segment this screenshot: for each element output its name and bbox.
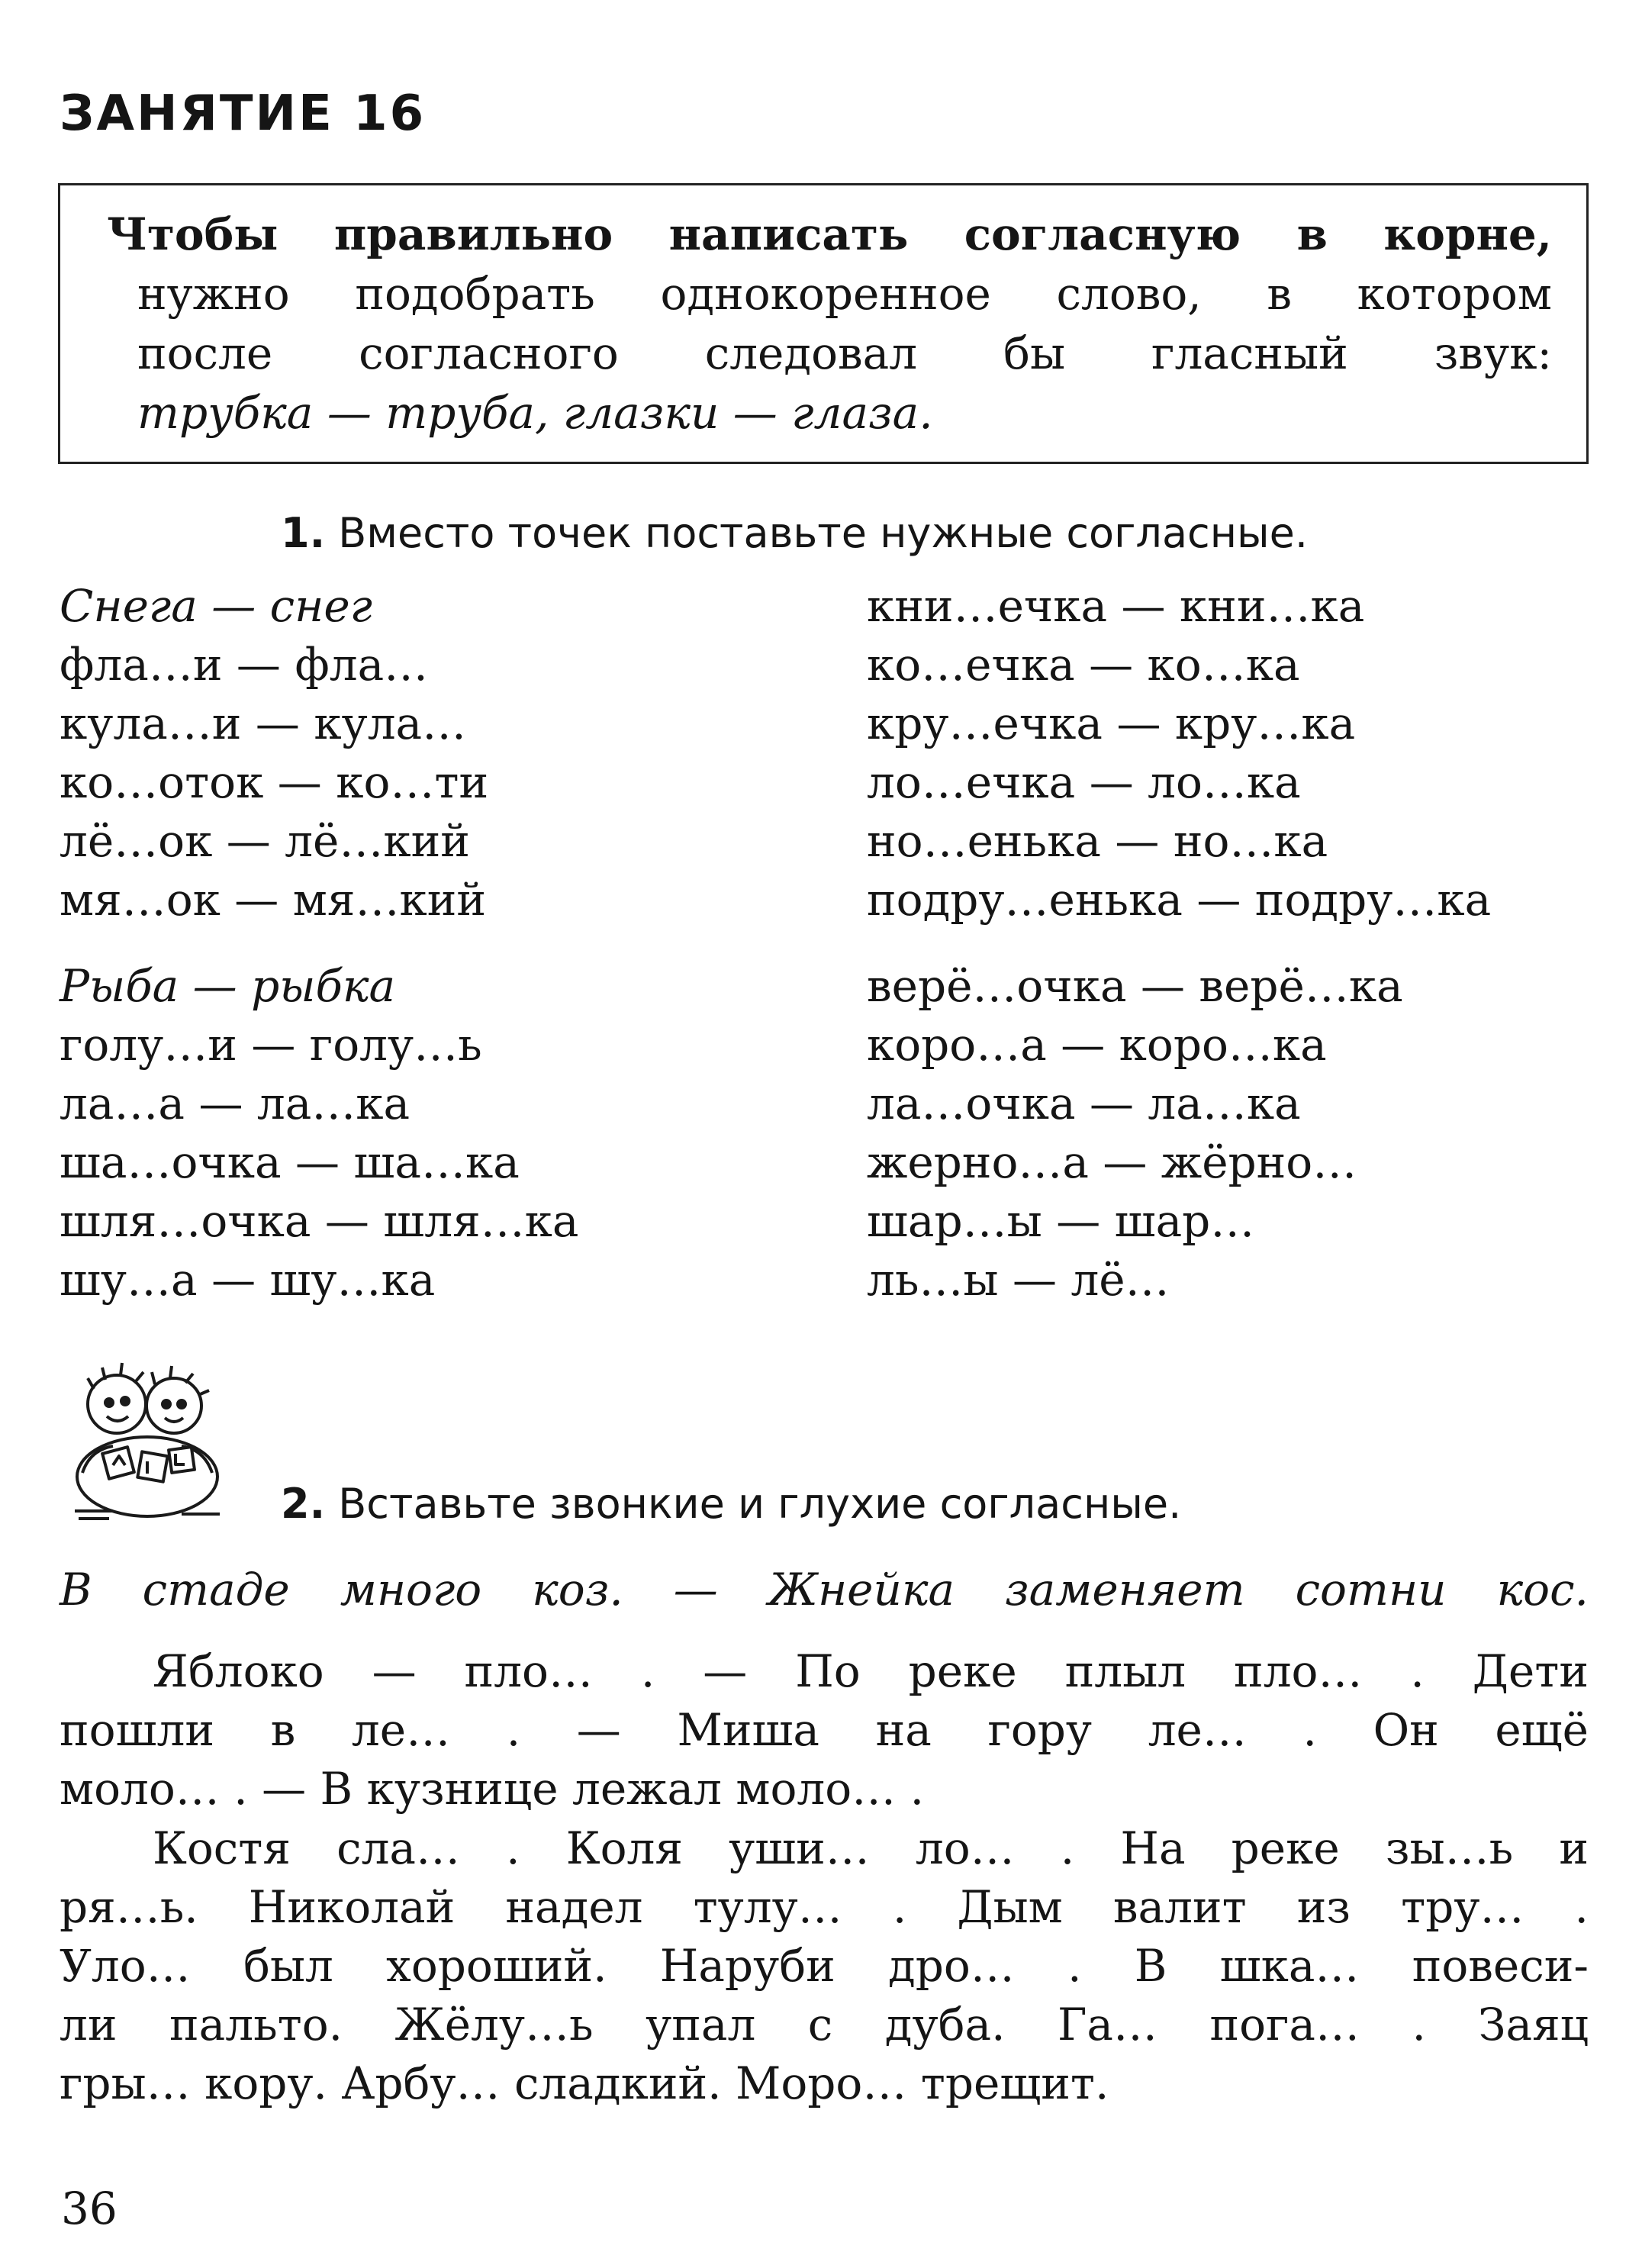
- word-pair: ль…ы — лё…: [867, 1254, 1170, 1306]
- word-pair: жерно…а — жёрно…: [867, 1136, 1357, 1188]
- task1-number: 1.: [281, 509, 326, 557]
- word-pair: шля…очка — шля…ка: [60, 1195, 579, 1247]
- word-pair: ло…ечка — ло…ка: [867, 756, 1301, 808]
- word-pair: кула…и — кула…: [60, 697, 467, 749]
- word-pair: верё…очка — верё…ка: [867, 960, 1403, 1012]
- task2-paragraph-1: [60, 1642, 1589, 1819]
- word-pair: лё…ок — лё…кий: [60, 815, 470, 867]
- mascot-illustration: [60, 1351, 235, 1526]
- paragraph-line: гры… кору. Арбу… сладкий. Моро… трещит.: [60, 2057, 1109, 2109]
- word-pair: шу…а — шу…ка: [60, 1254, 436, 1306]
- word-pair: подру…енька — подру…ка: [867, 874, 1492, 926]
- task1-text: Вместо точек поставьте нужные согласные.: [338, 509, 1309, 557]
- paragraph-line: ли пальто. Жёлу…ь упал с дуба. Га… пога… . Заяц: [60, 1999, 1589, 2051]
- word-pair: коро…а — коро…ка: [867, 1019, 1327, 1071]
- task2-heading: [281, 1477, 1181, 1531]
- word-pair: но…енька — но…ка: [867, 815, 1328, 867]
- word-pair: ла…очка — ла…ка: [867, 1078, 1301, 1129]
- page-number: 36: [61, 2183, 118, 2234]
- lesson-title: ЗАНЯТИЕ 16: [60, 85, 427, 142]
- word-pair: шар…ы — шар…: [867, 1195, 1255, 1247]
- rule-text: [107, 205, 1552, 443]
- rule-line: Чтобы правильно написать согласную в корне,: [107, 208, 1552, 260]
- word-pair: ла…а — ла…ка: [60, 1078, 410, 1129]
- word-pair: ко…ечка — ко…ка: [867, 639, 1300, 691]
- word-pair: голу…и — голу…ь: [60, 1019, 482, 1071]
- task2-example: В стаде много коз. — Жнейка заменяет сотни кос.: [60, 1564, 1589, 1616]
- paragraph-line: моло… . — В кузнице лежал моло… .: [60, 1763, 925, 1815]
- word-pair: фла…и — фла…: [60, 639, 429, 691]
- paragraph-line: Уло… был хороший. Наруби дро… . В шка… повеси-: [60, 1940, 1589, 1992]
- task2-number: 2.: [281, 1480, 326, 1528]
- task2-paragraph-2: [60, 1819, 1589, 2113]
- word-pair: ша…очка — ша…ка: [60, 1136, 520, 1188]
- word-pair: Снега — снег: [60, 580, 372, 632]
- paragraph-line: Яблоко — пло… . — По реке плыл пло… . Дети: [153, 1645, 1589, 1697]
- rule-line: нужно подобрать однокоренное слово, в котором: [137, 268, 1552, 320]
- paragraph-line: Костя сла… . Коля уши… ло… . На реке зы…ь и: [153, 1822, 1589, 1874]
- word-pair: кни…ечка — кни…ка: [867, 580, 1365, 632]
- rule-line: после согласного следовал бы гласный звук:: [137, 327, 1552, 379]
- word-pair: Рыба — рыбка: [60, 960, 396, 1012]
- task1-heading: [281, 507, 1308, 560]
- word-pair: кру…ечка — кру…ка: [867, 697, 1356, 749]
- task2-text: Вставьте звонкие и глухие согласные.: [338, 1480, 1182, 1528]
- paragraph-line: ря…ь. Николай надел тулу… . Дым валит из тру… .: [60, 1881, 1589, 1933]
- task1-right-column: [867, 577, 1491, 1310]
- paragraph-line: пошли в ле… . — Миша на гору ле… . Он ещё: [60, 1704, 1589, 1756]
- word-pair: мя…ок — мя…кий: [60, 874, 487, 926]
- task1-left-column: [60, 577, 579, 1310]
- rule-example: трубка — труба, глазки — глаза.: [137, 387, 933, 439]
- word-pair: ко…оток — ко…ти: [60, 756, 489, 808]
